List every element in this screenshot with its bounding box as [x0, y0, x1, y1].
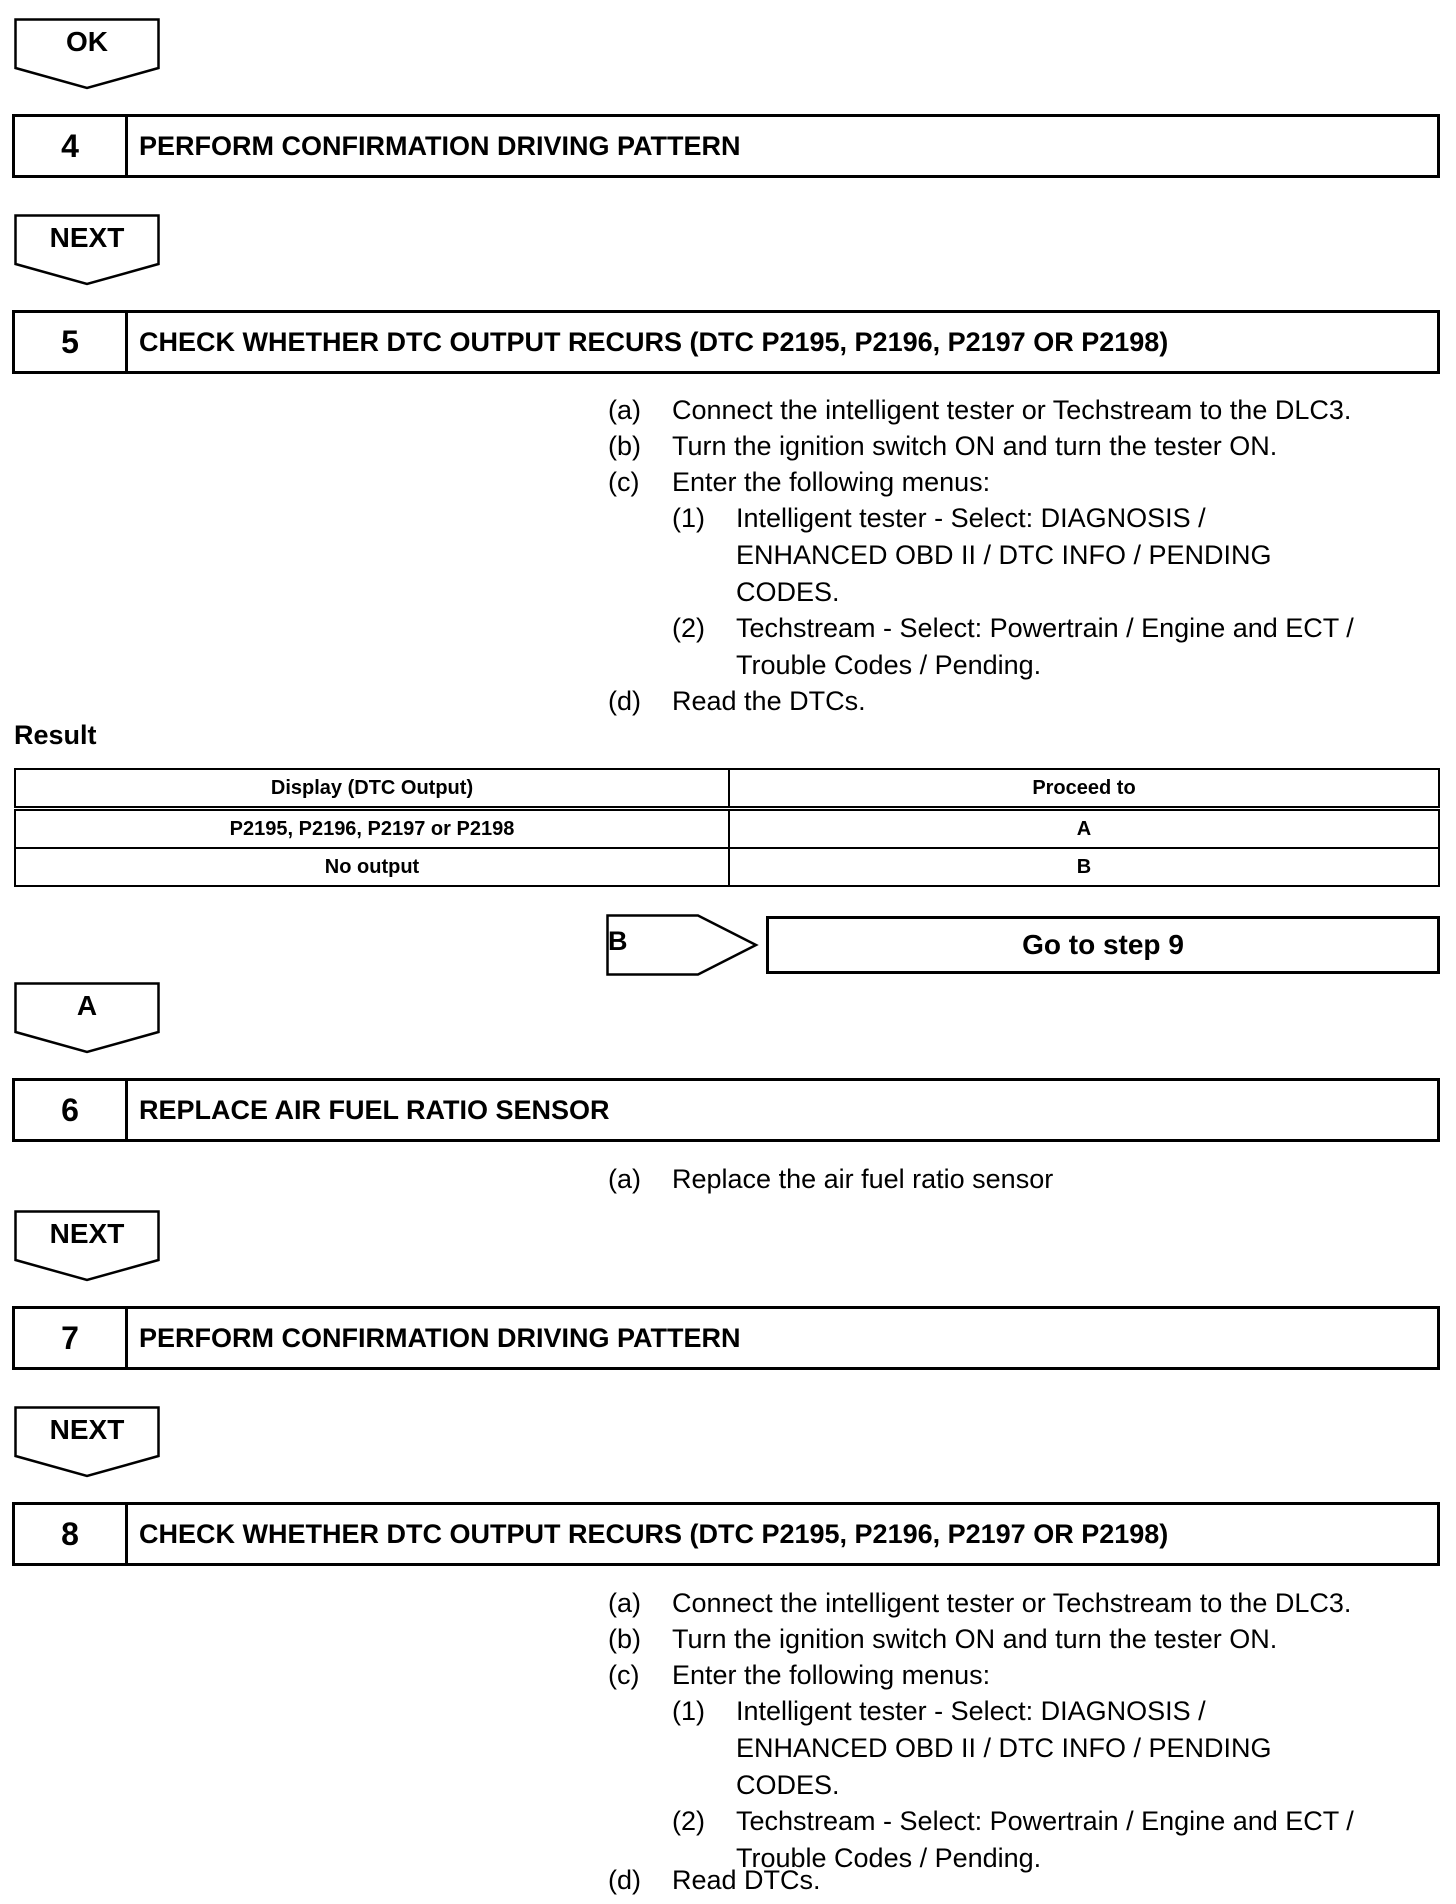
branch-b-label: B — [608, 926, 628, 956]
step-4-header — [12, 114, 1440, 178]
sub-instruction-mark: (1) — [672, 503, 705, 533]
table-header-row — [15, 769, 1439, 809]
sub-instruction-mark: (2) — [672, 1806, 705, 1836]
sub-instruction-text: CODES. — [736, 577, 840, 607]
flow-label-next: NEXT — [49, 222, 125, 253]
branch-b-arrow-icon — [606, 914, 762, 976]
instruction-text: Connect the intelligent tester or Techstream to the DLC3. — [672, 395, 1352, 425]
table-cell: B — [729, 848, 1439, 886]
step-number: 7 — [15, 1309, 128, 1367]
sub-instruction-text: ENHANCED OBD II / DTC INFO / PENDING — [736, 540, 1272, 570]
flow-arrow-next — [14, 214, 160, 286]
sub-instruction-text: Intelligent tester - Select: DIAGNOSIS / — [736, 503, 1206, 533]
instruction-mark: (d) — [608, 686, 641, 716]
instruction-mark: (b) — [608, 1624, 641, 1654]
flow-label-ok: OK — [66, 26, 108, 57]
result-label: Result — [14, 720, 97, 750]
instruction-mark: (c) — [608, 467, 640, 497]
instruction-mark: (a) — [608, 1588, 641, 1618]
table-header-cell: Display (DTC Output) — [15, 769, 729, 809]
step-number: 4 — [15, 117, 128, 175]
sub-instruction-text: Techstream - Select: Powertrain / Engine and ECT / — [736, 613, 1354, 643]
step-7-header — [12, 1306, 1440, 1370]
table-cell: No output — [15, 848, 729, 886]
step-title: CHECK WHETHER DTC OUTPUT RECURS (DTC P2195, P2196, P2197 OR P2198) — [139, 1519, 1169, 1549]
sub-instruction-text: Trouble Codes / Pending. — [736, 650, 1042, 680]
step-number: 6 — [15, 1081, 128, 1139]
table-row — [15, 848, 1439, 886]
branch-b-target: Go to step 9 — [766, 916, 1440, 974]
instruction-mark: (b) — [608, 431, 641, 461]
step-title: PERFORM CONFIRMATION DRIVING PATTERN — [139, 1323, 741, 1353]
sub-instruction-text: Intelligent tester - Select: DIAGNOSIS / — [736, 1696, 1206, 1726]
flow-label-next: NEXT — [49, 1414, 125, 1445]
instruction-text: Enter the following menus: — [672, 1660, 991, 1690]
instruction-mark: (a) — [608, 395, 641, 425]
flow-label-next: NEXT — [49, 1218, 125, 1249]
sub-instruction-mark: (1) — [672, 1696, 705, 1726]
sub-instruction-text: Techstream - Select: Powertrain / Engine and ECT / — [736, 1806, 1354, 1836]
result-table — [14, 768, 1440, 887]
instruction-text: Turn the ignition switch ON and turn the tester ON. — [672, 431, 1278, 461]
sub-instruction-text: CODES. — [736, 1770, 840, 1800]
sub-instruction-text: ENHANCED OBD II / DTC INFO / PENDING — [736, 1733, 1272, 1763]
instruction-mark: (d) — [608, 1865, 641, 1895]
flow-arrow-next — [14, 1210, 160, 1282]
instruction-text: Read the DTCs. — [672, 686, 866, 716]
step-6-header — [12, 1078, 1440, 1142]
flow-label-a: A — [76, 990, 98, 1021]
table-cell: P2195, P2196, P2197 or P2198 — [15, 809, 729, 849]
instruction-text: Turn the ignition switch ON and turn the tester ON. — [672, 1624, 1278, 1654]
instruction-text: Enter the following menus: — [672, 467, 991, 497]
instruction-text: Read DTCs. — [672, 1865, 821, 1895]
instruction-text: Replace the air fuel ratio sensor — [672, 1164, 1054, 1194]
step-title: CHECK WHETHER DTC OUTPUT RECURS (DTC P2195, P2196, P2197 OR P2198) — [139, 327, 1169, 357]
instruction-mark: (c) — [608, 1660, 640, 1690]
instruction-mark: (a) — [608, 1164, 641, 1194]
instruction-text: Connect the intelligent tester or Techstream to the DLC3. — [672, 1588, 1352, 1618]
flow-arrow-a — [14, 982, 160, 1054]
flow-arrow-next — [14, 1406, 160, 1478]
step-8-header — [12, 1502, 1440, 1566]
flow-arrow-ok — [14, 18, 160, 90]
table-row — [15, 809, 1439, 849]
step-5-header — [12, 310, 1440, 374]
sub-instruction-text: Trouble Codes / Pending. — [736, 1843, 1042, 1873]
step-number: 8 — [15, 1505, 128, 1563]
sub-instruction-mark: (2) — [672, 613, 705, 643]
step-title: PERFORM CONFIRMATION DRIVING PATTERN — [139, 131, 741, 161]
step-title: REPLACE AIR FUEL RATIO SENSOR — [139, 1095, 610, 1125]
step-number: 5 — [15, 313, 128, 371]
table-header-cell: Proceed to — [729, 769, 1439, 809]
table-cell: A — [729, 809, 1439, 849]
